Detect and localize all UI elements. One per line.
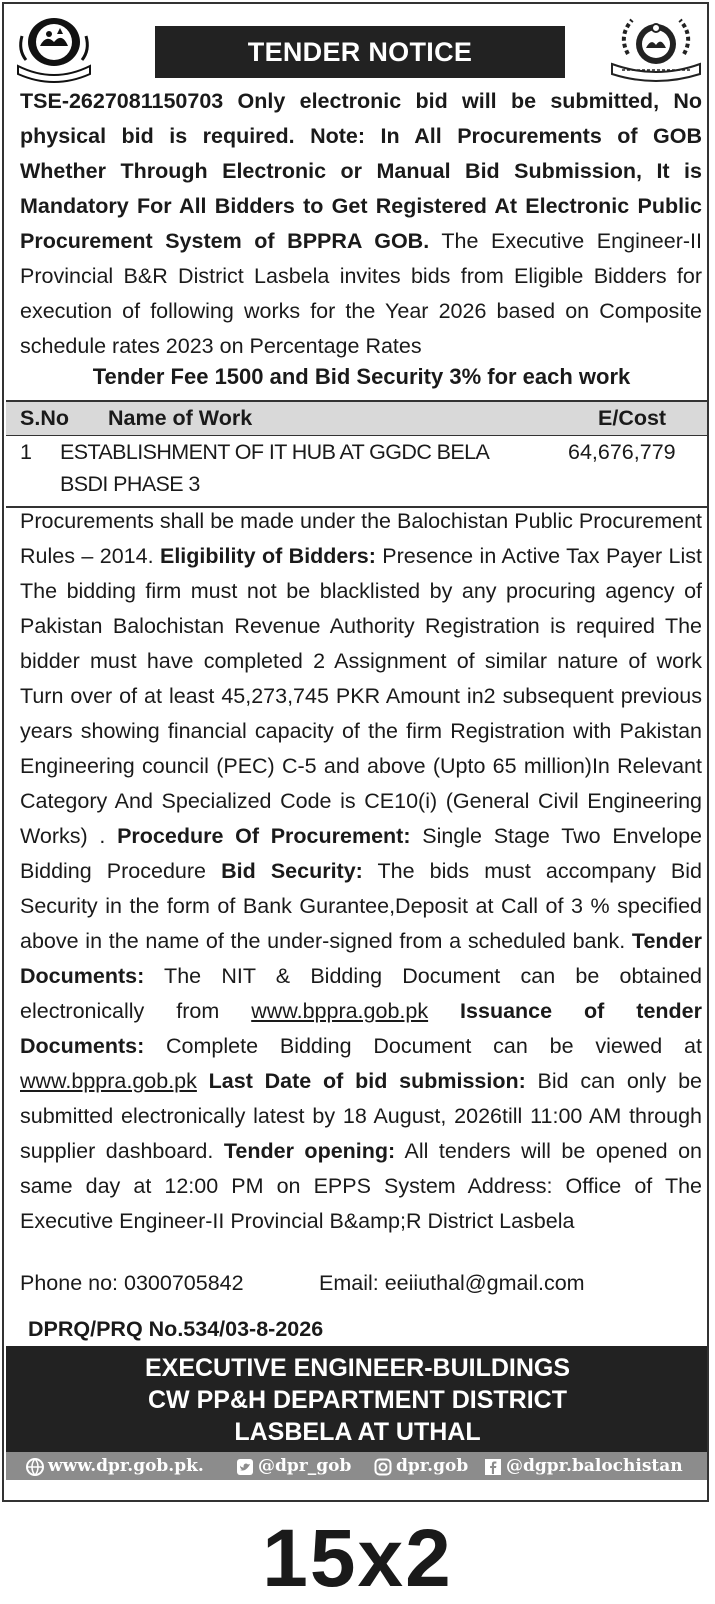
email-address: Email: eeiiuthal@gmail.com	[319, 1271, 585, 1295]
facebook-item[interactable]	[484, 1452, 683, 1480]
bid-security-heading: Bid Security:	[221, 859, 363, 883]
procedure-text: Single Stage Two Envelope Bidding Procedure	[20, 824, 702, 883]
ad-size-label: 15x2	[262, 1513, 453, 1604]
dpr-emblem-icon	[608, 14, 704, 84]
procedure-heading: Procedure Of Procurement:	[117, 824, 411, 848]
issuer-line-1: EXECUTIVE ENGINEER-BUILDINGS	[144, 1354, 571, 1382]
bid-security-text: The bids must accompany Bid Security in the form of Bank Gurantee,Deposit at Call of 3 % specified above in the name of the under-signed from a scheduled bank.	[20, 859, 702, 953]
tender-documents-heading: Tender Documents:	[20, 929, 702, 988]
header-name-of-work: Name of Work	[108, 406, 253, 430]
eligibility-text: Presence in Active Tax Payer List The bidding firm must not be blacklisted by any procuring agency of Pakistan Balochistan Revenue Authority Registration is required The bidder must have completed 2 Assignment of similar nature of work Turn over of at least 45,273,745 PKR Amount in2 subsequent previous years showing financial capacity of the firm Registration with Pakistan Engineering council (PEC) C-5 and above (Upto 65 million)In Relevant Category And Specialized Code is CE10(i) (General Civil Engineering Works) .	[20, 544, 702, 848]
globe-icon	[26, 1458, 44, 1476]
phone-number: Phone no: 0300705842	[20, 1271, 244, 1295]
works-table	[6, 400, 709, 508]
tender-documents-text: The NIT & Bidding Document can be obtained electronically from	[20, 964, 702, 1023]
bppra-link[interactable]: www.bppra.gob.pk	[251, 999, 429, 1023]
reference-number: DPRQ/PRQ No.534/03-8-2026	[28, 1317, 324, 1341]
bppra-link-2[interactable]: www.bppra.gob.pk	[20, 1069, 197, 1093]
tender-opening-heading: Tender opening:	[223, 1139, 396, 1163]
intro-paragraph	[20, 84, 702, 364]
balochistan-emblem-icon	[12, 14, 96, 84]
instagram-item[interactable]	[374, 1452, 468, 1480]
last-date-heading: Last Date of bid submission:	[196, 1069, 526, 1093]
intro-text: The Executive Engineer-II Provincial B&R District Lasbela invites bids from Eligible Bidders for execution of following works for the Year 2026 based on Composite schedule rates 2023 on Percentage Rates	[20, 229, 702, 358]
facebook-label: @dgpr.balochistan	[506, 1456, 683, 1476]
row-sno: 1	[20, 440, 32, 464]
instagram-icon	[374, 1458, 392, 1476]
issuer-line-2: CW PP&H DEPARTMENT DISTRICT	[148, 1386, 567, 1414]
website-label: www.dpr.gob.pk.	[48, 1456, 204, 1476]
issuer-block	[6, 1346, 709, 1452]
header-sno: S.No	[20, 406, 69, 430]
issuer-line-3: LASBELA AT UTHAL	[234, 1418, 481, 1446]
facebook-icon	[484, 1458, 502, 1476]
row-name-line1: ESTABLISHMENT OF IT HUB AT GGDC BELA	[60, 440, 490, 464]
terms-text: Procurements shall be made under the Balochistan Public Procurement Rules – 2014.	[20, 509, 702, 568]
twitter-icon	[236, 1458, 254, 1476]
eligibility-heading: Eligibility of Bidders:	[159, 544, 376, 568]
tender-opening-text: All tenders will be opened on same day at 12:00 PM on EPPS System Address: Office of The Executive Engineer-II Provincial B&amp;R District Lasbela	[20, 1139, 702, 1233]
website-item[interactable]	[26, 1452, 204, 1480]
contact-line	[20, 1266, 709, 1301]
social-bar	[6, 1452, 709, 1480]
table-row	[6, 436, 709, 508]
row-name-line2: BSDI PHASE 3	[60, 472, 200, 496]
last-date-text: Bid can only be submitted electronically latest by 18 August, 2026till 11:00 AM through supplier dashboard.	[20, 1069, 702, 1163]
header-e-cost: E/Cost	[598, 406, 667, 430]
intro-bold-text: TSE-2627081150703 Only electronic bid will be submitted, No physical bid is required. Note: In All Procurements of GOB Whether Through Electronic or Manual Bid Submission, It is Mandatory For All Bidders to Get Registered At Electronic Public Procurement System of BPPRA GOB.	[20, 89, 702, 253]
row-e-cost: 64,676,779	[568, 440, 676, 464]
page-title: TENDER NOTICE	[155, 26, 565, 78]
twitter-label: @dpr_gob	[258, 1456, 352, 1476]
tender-notice-frame	[2, 2, 709, 1502]
instagram-label: dpr.gob	[396, 1456, 469, 1476]
issuance-heading: Issuance of tender Documents:	[20, 999, 702, 1058]
tender-fee-line: Tender Fee 1500 and Bid Security 3% for each work	[92, 364, 631, 389]
issuance-text: Complete Bidding Document can be viewed at	[144, 1034, 702, 1058]
table-header-row	[6, 400, 709, 436]
terms-paragraph	[20, 504, 702, 1239]
twitter-item[interactable]	[236, 1452, 351, 1480]
